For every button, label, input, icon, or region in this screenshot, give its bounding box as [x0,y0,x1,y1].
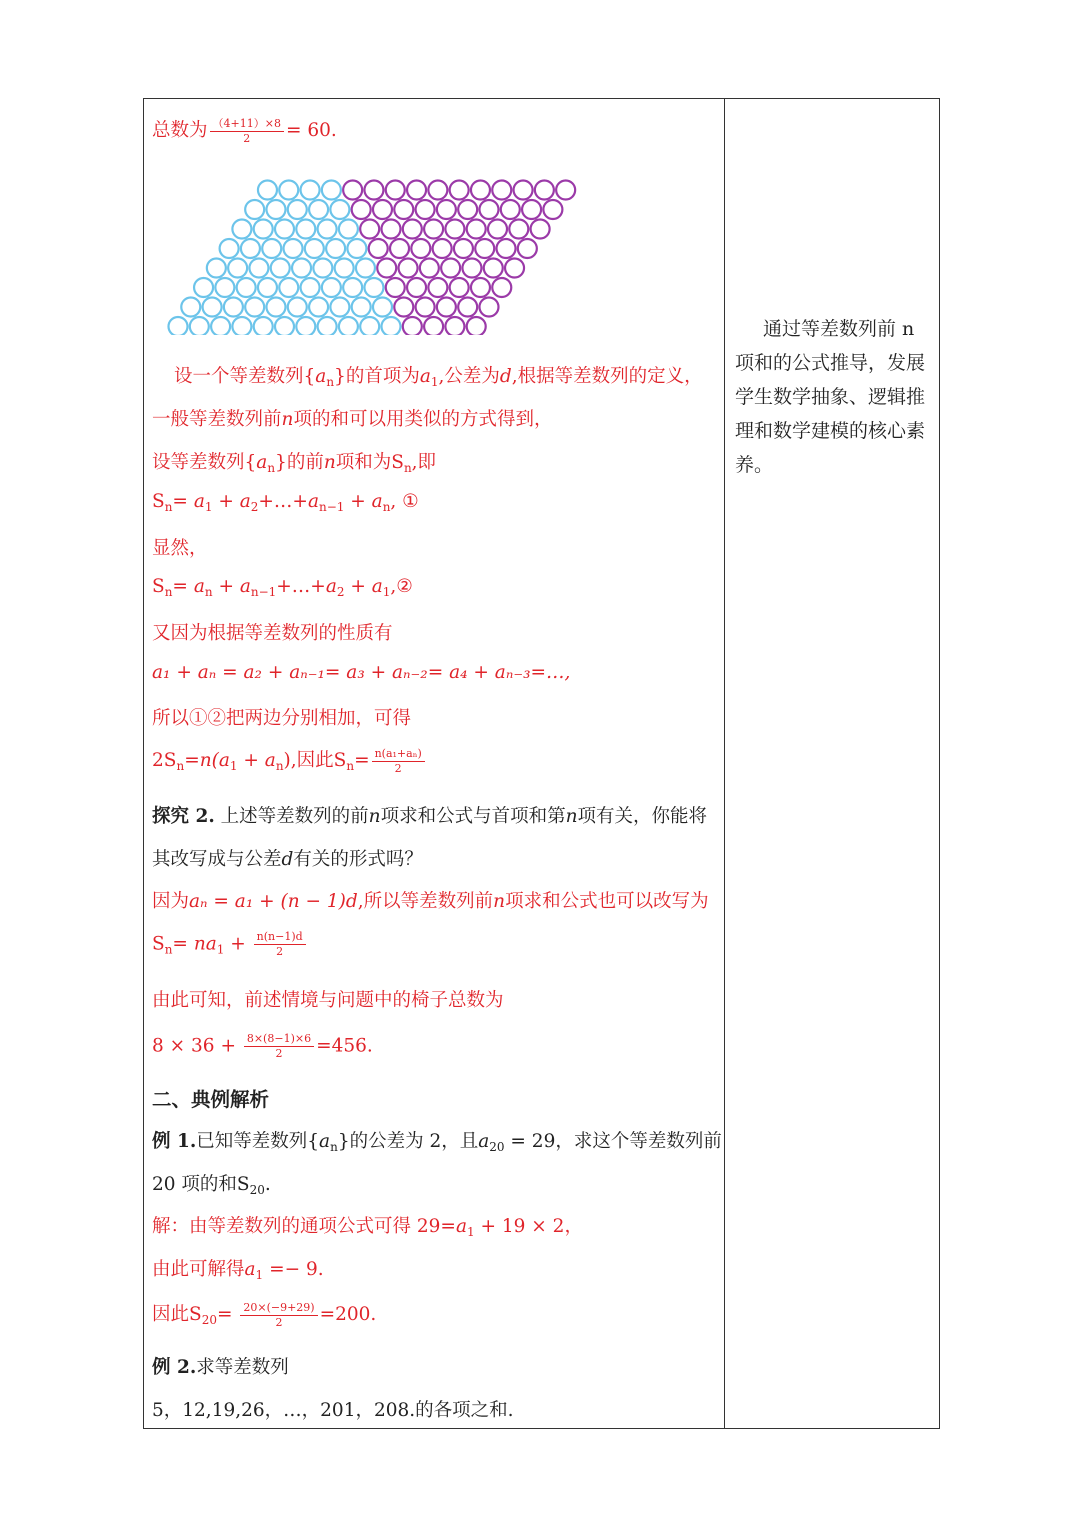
blue-seat-circle [254,220,273,239]
purple-seat-circle [514,181,533,200]
seat-circles-diagram [160,175,580,335]
blue-seat-circle [228,259,247,278]
side-note-line: 项和的公式推导，发展 [735,352,926,374]
purple-seat-circle [390,239,409,258]
purple-seat-circle [509,220,528,239]
equation-5: $S_n= na_1$ + $\frac{n(n-1)d}{2}$ [152,930,308,959]
solution-line2: 由此可解得$a_1 =- 9$. [152,1259,324,1282]
purple-seat-circle [416,298,435,317]
purple-seat-circle [492,278,511,297]
purple-seat-circle [501,200,520,219]
blue-seat-circle [262,239,281,258]
purple-seat-circle [475,239,494,258]
blue-seat-circle [330,200,349,219]
example2-label: 例 2. [152,1357,197,1378]
column-divider [724,98,725,1429]
blue-seat-circle [296,220,315,239]
blue-seat-circle [207,259,226,278]
blue-seat-circle [254,317,273,335]
explore2-label: 探究 2. [152,806,215,827]
blue-seat-circle [284,239,303,258]
side-note-line: 通过等差数列前 n [763,318,915,340]
purple-seat-circle [458,298,477,317]
purple-seat-circle [492,181,511,200]
explore2-line2: 其改写成与公差d有关的形式吗？ [152,849,423,870]
property-text: 又因为根据等差数列的性质有 [152,623,393,644]
equation-3: a₁ + aₙ = a₂ + aₙ₋₁= a₃ + aₙ₋₂= a₄ + aₙ₋₃=…, [152,662,571,683]
section-heading: 二、典例解析 [152,1088,270,1111]
purple-seat-circle [428,181,447,200]
purple-seat-circle [484,259,503,278]
blue-seat-circle [211,317,230,335]
blue-seat-circle [215,278,234,297]
purple-seat-circle [420,259,439,278]
purple-seat-circle [394,200,413,219]
blue-seat-circle [279,181,298,200]
obviously-text: 显然， [152,538,208,559]
example2-sequence: 5，12,19,26，…，201，208.的各项之和. [152,1400,514,1421]
blue-seat-circle [360,317,379,335]
blue-seat-circle [301,278,320,297]
purple-seat-circle [428,278,447,297]
blue-seat-circle [224,298,243,317]
blue-seat-circle [220,239,239,258]
blue-seat-circle [292,259,311,278]
purple-seat-circle [467,220,486,239]
purple-seat-circle [450,181,469,200]
purple-seat-circle [479,298,498,317]
example1-line2: 20 项的和$S_{20}$. [152,1174,271,1197]
blue-seat-circle [309,200,328,219]
purple-seat-circle [407,278,426,297]
side-note-line: 养。 [735,454,774,476]
total-label: 总数为 [152,120,208,141]
total-formula [152,116,337,146]
blue-seat-circle [339,220,358,239]
purple-seat-circle [471,278,490,297]
purple-seat-circle [556,181,575,200]
blue-seat-circle [245,200,264,219]
purple-seat-circle [518,239,537,258]
because-line: 因为aₙ = a₁ + (n − 1)d,所以等差数列前n项求和公式也可以改写为 [152,891,709,912]
example1-label: 例 1. [152,1131,197,1152]
blue-seat-circle [364,278,383,297]
purple-seat-circle [441,259,460,278]
fraction-denominator: 2 [243,131,251,145]
blue-seat-circle [322,181,341,200]
blue-seat-circle [326,239,345,258]
blue-seat-circle [318,317,337,335]
blue-seat-circle [245,298,264,317]
purple-seat-circle [373,200,392,219]
purple-seat-circle [433,239,452,258]
purple-seat-circle [445,317,464,335]
purple-seat-circle [531,220,550,239]
para1-line2: 一般等差数列前n项的和可以用类似的方式得到， [152,409,553,430]
blue-seat-circle [241,239,260,258]
purple-seat-circle [522,200,541,219]
purple-seat-circle [450,278,469,297]
conclude-text: 由此可知，前述情境与问题中的椅子总数为 [152,990,504,1011]
blue-seat-circle [339,317,358,335]
purple-seat-circle [497,239,516,258]
purple-seat-circle [437,200,456,219]
blue-seat-circle [335,259,354,278]
purple-seat-circle [416,200,435,219]
blue-seat-circle [309,298,328,317]
purple-seat-circle [369,239,388,258]
side-note-line: 学生数学抽象、逻辑推 [735,386,926,408]
blue-seat-circle [347,239,366,258]
blue-seat-circle [271,259,290,278]
blue-seat-circle [275,220,294,239]
purple-seat-circle [445,220,464,239]
purple-seat-circle [488,220,507,239]
blue-seat-circle [258,278,277,297]
blue-seat-circle [322,278,341,297]
blue-seat-circle [203,298,222,317]
equation-6: 8 × 36 + $\frac{8\times(8-1)\times 6}{2}$ =456. [152,1032,373,1060]
blue-seat-circle [279,278,298,297]
para1-line1: 设一个等差数列$\{a_n\}$的首项为$a_1$,公差为d,根据等差数列的定义， [174,366,703,389]
add-sides-text: 所以①②把两边分别相加，可得 [152,708,412,729]
blue-seat-circle [318,220,337,239]
purple-seat-circle [403,220,422,239]
purple-seat-circle [467,317,486,335]
purple-seat-circle [394,298,413,317]
blue-seat-circle [330,298,349,317]
purple-seat-circle [479,200,498,219]
blue-seat-circle [181,298,200,317]
blue-seat-circle [232,220,251,239]
example1-line1: 例 1.已知等差数列$\{a_n\}$的公差为 2，且$a_{20} = 29$，求这个等差数列前 [152,1131,722,1154]
purple-seat-circle [454,239,473,258]
blue-seat-circle [194,278,213,297]
side-note [735,312,930,482]
purple-seat-circle [505,259,524,278]
blue-seat-circle [190,317,209,335]
purple-seat-circle [364,181,383,200]
example2-line1: 例 2.求等差数列 [152,1357,289,1378]
blue-seat-circle [232,317,251,335]
blue-seat-circle [301,181,320,200]
fraction-numerator: （4+11）×8 [210,117,284,132]
total-fraction [210,117,284,146]
purple-seat-circle [352,200,371,219]
blue-seat-circle [305,239,324,258]
blue-seat-circle [373,298,392,317]
purple-seat-circle [462,259,481,278]
purple-seat-circle [399,259,418,278]
blue-seat-circle [266,200,285,219]
equation-4: $2S_n=n(a_1 + a_n)$,因此$S_n=$ $\frac{\text{n(a₁+aₙ)}}{2}$ [152,746,427,776]
blue-seat-circle [266,298,285,317]
blue-seat-circle [258,181,277,200]
purple-seat-circle [403,317,422,335]
blue-seat-circle [275,317,294,335]
purple-seat-circle [411,239,430,258]
purple-seat-circle [382,220,401,239]
blue-seat-circle [382,317,401,335]
total-result: = 60. [285,120,337,141]
equation-2: $S_n= a_n$ + $a_{n-1}+\dots+a_2$ + $a_1,②$ [152,576,413,599]
purple-seat-circle [543,200,562,219]
blue-seat-circle [313,259,332,278]
solution-line3: 因此$S_{20}=$ $\frac{20\times(-9+29)}{2}$ =200. [152,1300,377,1329]
solution-line1: 解：由等差数列的通项公式可得 $29=a_1 + 19 \times 2$， [152,1216,583,1239]
explore2-line1: 探究 2. 上述等差数列的前n项求和公式与首项和第n项有关，你能将 [152,806,708,827]
purple-seat-circle [471,181,490,200]
purple-seat-circle [458,200,477,219]
para1-line3: 设等差数列$\{a_n\}$的前n项和为$S_n$,即 [152,452,437,475]
purple-seat-circle [535,181,554,200]
blue-seat-circle [288,200,307,219]
purple-seat-circle [343,181,362,200]
blue-seat-circle [169,317,188,335]
blue-seat-circle [356,259,375,278]
blue-seat-circle [249,259,268,278]
purple-seat-circle [424,220,443,239]
blue-seat-circle [288,298,307,317]
purple-seat-circle [407,181,426,200]
blue-seat-circle [343,278,362,297]
purple-seat-circle [386,181,405,200]
purple-seat-circle [424,317,443,335]
blue-seat-circle [296,317,315,335]
side-note-line: 理和数学建模的核心素 [735,420,926,442]
purple-seat-circle [437,298,456,317]
blue-seat-circle [237,278,256,297]
purple-seat-circle [360,220,379,239]
equation-1: $S_n= a_1$ + $a_2+\dots+a_{n-1} + a_n$, ① [152,491,419,514]
blue-seat-circle [352,298,371,317]
purple-seat-circle [377,259,396,278]
purple-seat-circle [386,278,405,297]
